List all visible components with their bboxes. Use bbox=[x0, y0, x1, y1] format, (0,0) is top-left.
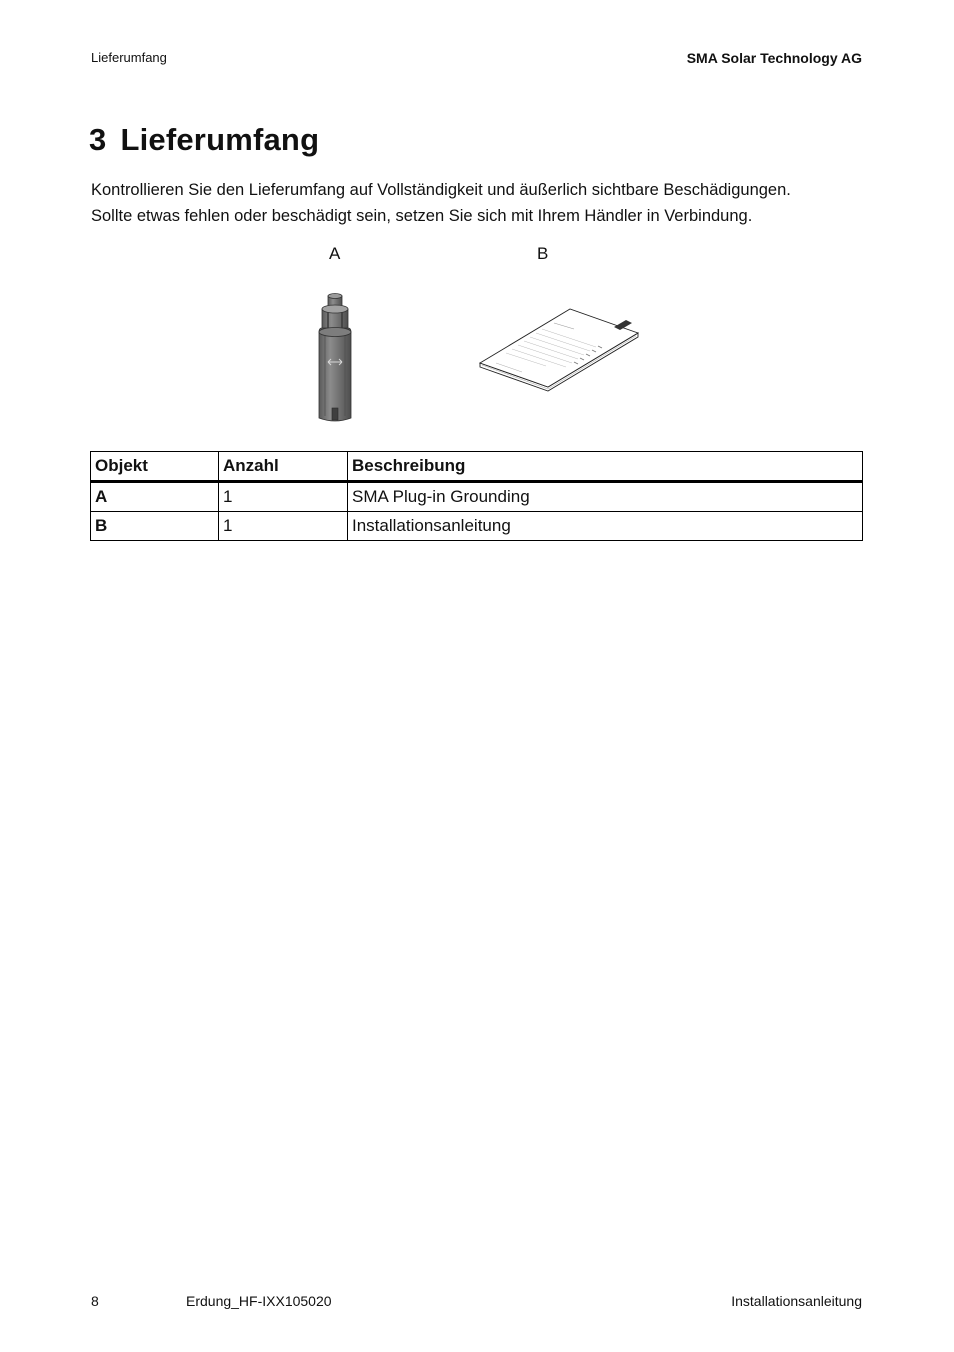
table-cell-anzahl: 1 bbox=[219, 482, 348, 512]
figure-label-b: B bbox=[537, 244, 549, 263]
column-header-objekt: Objekt bbox=[91, 452, 219, 482]
table-row bbox=[91, 482, 863, 512]
chapter-number: 3 bbox=[89, 122, 107, 157]
header-company: SMA Solar Technology AG bbox=[686, 50, 862, 66]
delivery-table bbox=[90, 451, 863, 541]
table-cell-anzahl: 1 bbox=[219, 512, 348, 541]
footer-doc-id: Erdung_HF-IXX105020 bbox=[186, 1293, 332, 1309]
column-header-beschreibung: Beschreibung bbox=[348, 452, 863, 482]
chapter-title-text: Lieferumfang bbox=[120, 122, 320, 157]
plug-in-grounding-illustration bbox=[308, 290, 368, 428]
footer-page-number: 8 bbox=[91, 1293, 99, 1309]
footer-doc-type: Installationsanleitung bbox=[731, 1293, 862, 1309]
table-cell-beschreibung: SMA Plug-in Grounding bbox=[348, 482, 863, 512]
table-cell-objekt: A bbox=[91, 482, 219, 512]
intro-paragraph bbox=[91, 177, 871, 229]
header-section: Lieferumfang bbox=[91, 50, 167, 65]
column-header-anzahl: Anzahl bbox=[219, 452, 348, 482]
table-header-row bbox=[91, 452, 863, 482]
intro-line-2: Sollte etwas fehlen oder beschädigt sein, setzen Sie sich mit Ihrem Händler in Verbindung. bbox=[91, 207, 753, 225]
installation-manual-illustration bbox=[476, 305, 642, 395]
intro-line-1: Kontrollieren Sie den Lieferumfang auf Vollständigkeit und äußerlich sichtbare Beschädigungen. bbox=[91, 181, 791, 199]
figure-label-a: A bbox=[329, 244, 341, 263]
table-cell-beschreibung: Installationsanleitung bbox=[348, 512, 863, 541]
chapter-title bbox=[89, 122, 319, 158]
table-cell-objekt: B bbox=[91, 512, 219, 541]
table-row bbox=[91, 512, 863, 541]
